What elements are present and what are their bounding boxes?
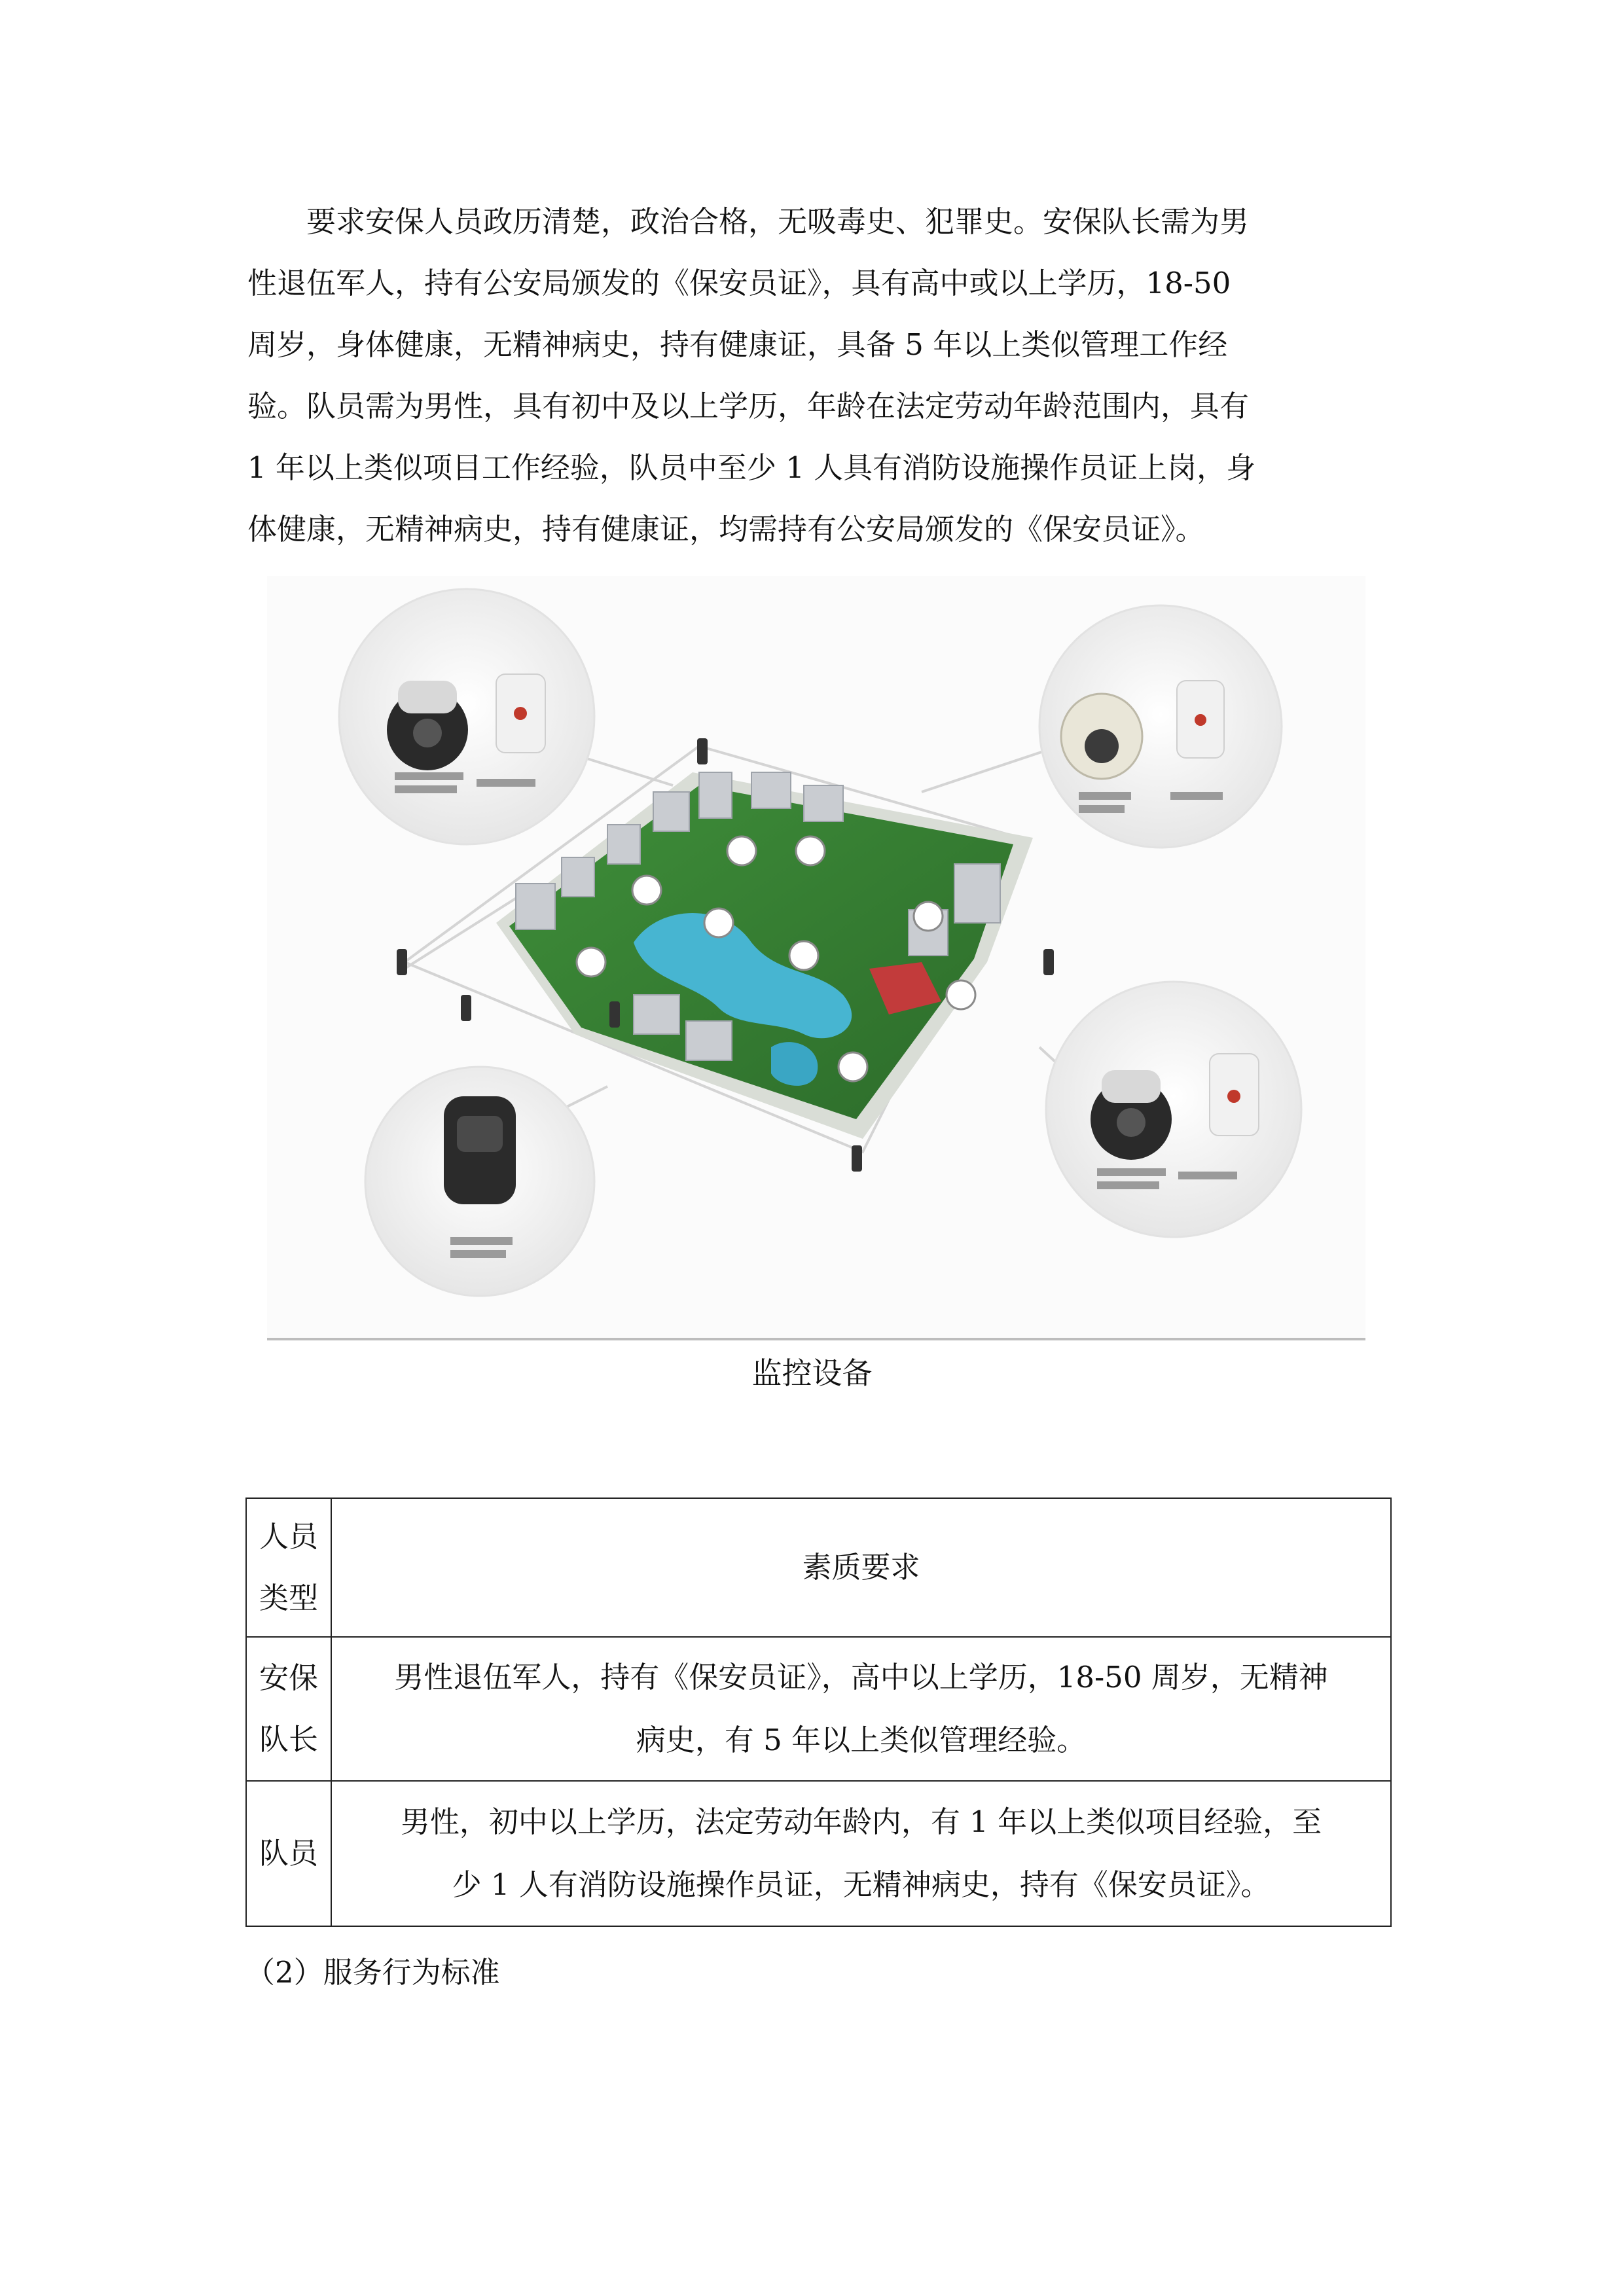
requirement-line: 男性退伍军人，持有《保安员证》，高中以上学历，18-50 周岁，无精神 xyxy=(394,1660,1328,1695)
row-type-member: 队员 xyxy=(246,1781,331,1926)
row-requirement-captain xyxy=(331,1637,1391,1781)
table-header-row xyxy=(246,1498,1391,1637)
surveillance-illustration xyxy=(267,576,1365,1338)
paragraph-line: 性退伍军人，持有公安局颁发的《保安员证》，具有高中或以上学历，18-50 xyxy=(247,266,1231,300)
paragraph-line: 1 年以上类似项目工作经验，队员中至少 1 人具有消防设施操作员证上岗，身 xyxy=(247,450,1256,485)
ptz-camera-bubble-top-left xyxy=(339,589,594,844)
header-personnel-type: 人员 类型 xyxy=(246,1498,331,1637)
figure-caption: 监控设备 xyxy=(751,1355,873,1391)
requirement-line: 男性，初中以上学历，法定劳动年龄内，有 1 年以上类似项目经验，至 xyxy=(400,1804,1322,1839)
ptz-camera-bubble-bottom-right xyxy=(1046,982,1301,1237)
requirements-table xyxy=(245,1498,1392,1927)
header-requirements: 素质要求 xyxy=(331,1498,1391,1637)
surveillance-map-graphic xyxy=(267,576,1365,1338)
speed-dome-bubble-top-right xyxy=(1039,605,1282,848)
section-heading: （2）服务行为标准 xyxy=(245,1955,500,1990)
paragraph-line: 要求安保人员政历清楚，政治合格，无吸毒史、犯罪史。安保队长需为男 xyxy=(306,204,1250,239)
table-row xyxy=(246,1637,1391,1781)
intrusion-alarm-bubble-bottom-left xyxy=(365,1067,594,1296)
paragraph-line: 体健康，无精神病史，持有健康证，均需持有公安局颁发的《保安员证》。 xyxy=(247,512,1205,547)
requirement-line: 少 1 人有消防设施操作员证，无精神病史，持有《保安员证》。 xyxy=(452,1867,1271,1902)
row-type-captain: 安保 队长 xyxy=(246,1637,331,1781)
requirement-line: 病史，有 5 年以上类似管理经验。 xyxy=(636,1723,1087,1757)
intro-paragraph xyxy=(247,191,1390,560)
table-row xyxy=(246,1781,1391,1926)
row-requirement-member xyxy=(331,1781,1391,1926)
paragraph-line: 验。队员需为男性，具有初中及以上学历，年龄在法定劳动年龄范围内，具有 xyxy=(247,389,1250,423)
paragraph-line: 周岁，身体健康，无精神病史，持有健康证，具备 5 年以上类似管理工作经 xyxy=(247,327,1228,362)
figure-bottom-rule xyxy=(267,1338,1365,1340)
